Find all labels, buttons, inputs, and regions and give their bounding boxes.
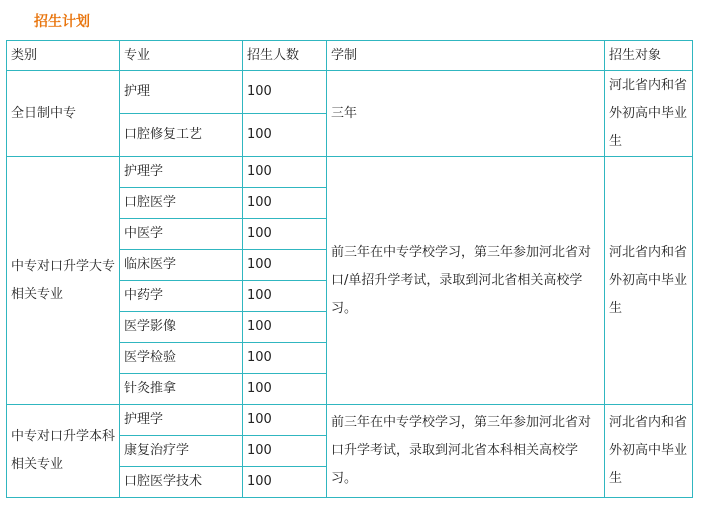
major-cell: 医学影像 bbox=[120, 312, 243, 343]
target-cell: 河北省内和省外初高中毕业生 bbox=[605, 405, 693, 498]
duration-cell: 三年 bbox=[327, 71, 605, 157]
table-header-row bbox=[7, 41, 693, 71]
header-enrollment: 招生人数 bbox=[243, 41, 327, 71]
enrollment-cell: 100 bbox=[243, 188, 327, 219]
target-cell: 河北省内和省外初高中毕业生 bbox=[605, 157, 693, 405]
category-cell: 中专对口升学本科相关专业 bbox=[7, 405, 120, 498]
target-cell: 河北省内和省外初高中毕业生 bbox=[605, 71, 693, 157]
table-row bbox=[7, 157, 693, 188]
major-cell: 口腔医学 bbox=[120, 188, 243, 219]
enrollment-cell: 100 bbox=[243, 374, 327, 405]
major-cell: 医学检验 bbox=[120, 343, 243, 374]
enrollment-cell: 100 bbox=[243, 114, 327, 157]
major-cell: 口腔医学技术 bbox=[120, 467, 243, 498]
major-cell: 护理学 bbox=[120, 157, 243, 188]
header-target: 招生对象 bbox=[605, 41, 693, 71]
major-cell: 口腔修复工艺 bbox=[120, 114, 243, 157]
duration-cell: 前三年在中专学校学习，第三年参加河北省对口升学考试，录取到河北省本科相关高校学习。 bbox=[327, 405, 605, 498]
major-cell: 康复治疗学 bbox=[120, 436, 243, 467]
enrollment-cell: 100 bbox=[243, 467, 327, 498]
enrollment-cell: 100 bbox=[243, 157, 327, 188]
enrollment-cell: 100 bbox=[243, 71, 327, 114]
major-cell: 针灸推拿 bbox=[120, 374, 243, 405]
category-cell: 全日制中专 bbox=[7, 71, 120, 157]
duration-cell: 前三年在中专学校学习，第三年参加河北省对口/单招升学考试，录取到河北省相关高校学习。 bbox=[327, 157, 605, 405]
enrollment-cell: 100 bbox=[243, 312, 327, 343]
enrollment-cell: 100 bbox=[243, 436, 327, 467]
section-title: 招生计划 bbox=[34, 14, 90, 30]
enrollment-cell: 100 bbox=[243, 250, 327, 281]
enrollment-cell: 100 bbox=[243, 343, 327, 374]
major-cell: 中医学 bbox=[120, 219, 243, 250]
header-major: 专业 bbox=[120, 41, 243, 71]
enrollment-cell: 100 bbox=[243, 281, 327, 312]
enrollment-cell: 100 bbox=[243, 219, 327, 250]
table-row bbox=[7, 71, 693, 114]
header-duration: 学制 bbox=[327, 41, 605, 71]
table-row bbox=[7, 405, 693, 436]
enrollment-plan-table bbox=[6, 40, 693, 498]
major-cell: 临床医学 bbox=[120, 250, 243, 281]
enrollment-cell: 100 bbox=[243, 405, 327, 436]
header-category: 类别 bbox=[7, 41, 120, 71]
major-cell: 护理学 bbox=[120, 405, 243, 436]
category-cell: 中专对口升学大专相关专业 bbox=[7, 157, 120, 405]
major-cell: 中药学 bbox=[120, 281, 243, 312]
major-cell: 护理 bbox=[120, 71, 243, 114]
